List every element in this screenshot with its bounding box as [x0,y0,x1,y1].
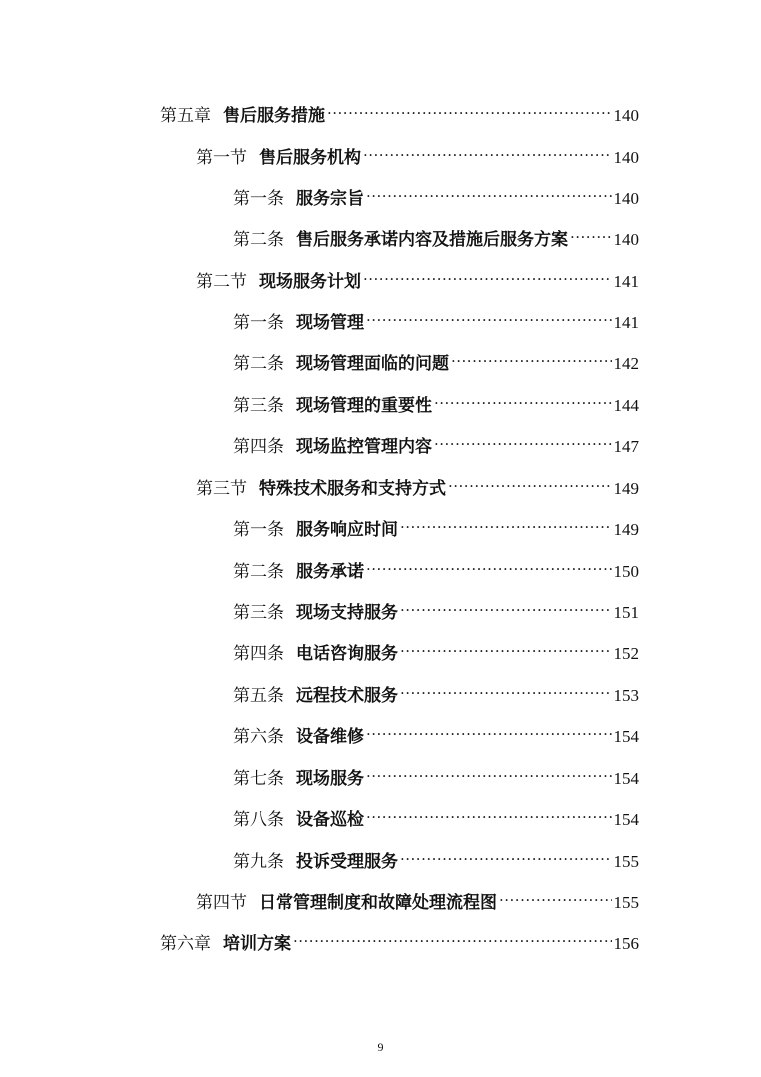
toc-entry-title: 设备维修 [296,727,364,747]
toc-entry-title: 培训方案 [223,934,291,954]
toc-entry-title: 售后服务措施 [223,106,325,126]
toc-entry-page: 153 [613,686,639,705]
toc-entry-page: 149 [613,520,639,539]
toc-entry-number: 第二条 [233,354,284,374]
toc-entry-number: 第七条 [233,769,284,789]
toc-entry-title: 现场服务计划 [259,272,361,292]
dot-leader [434,389,612,411]
toc-entry-article[interactable] [233,555,639,582]
toc-entry-page: 155 [613,852,639,871]
toc-entry-article[interactable] [233,720,639,747]
toc-entry-title: 售后服务承诺内容及措施后服务方案 [296,230,568,250]
toc-entry-number: 第三条 [233,603,284,623]
toc-entry-article[interactable] [233,223,639,250]
toc-entry-number: 第三节 [196,479,247,499]
toc-entry-page: 140 [613,106,639,125]
toc-entry-page: 154 [613,810,639,829]
toc-entry-section[interactable] [196,472,639,499]
dot-leader [366,720,612,742]
toc-entry-number: 第六章 [160,934,211,954]
dot-leader [363,141,612,163]
toc-entry-title: 售后服务机构 [259,148,361,168]
dot-leader [448,472,612,494]
dot-leader [451,347,612,369]
toc-entry-title: 现场管理面临的问题 [296,354,449,374]
toc-entry-page: 141 [613,313,639,332]
toc-entry-chapter[interactable] [160,99,639,126]
toc-entry-number: 第一节 [196,148,247,168]
toc-entry-number: 第五条 [233,686,284,706]
toc-entry-article[interactable] [233,430,639,457]
toc-entry-title: 特殊技术服务和支持方式 [259,479,446,499]
toc-entry-article[interactable] [233,389,639,416]
dot-leader [400,513,612,535]
toc-entry-page: 154 [613,727,639,746]
toc-entry-title: 服务承诺 [296,562,364,582]
dot-leader [570,223,612,245]
toc-entry-article[interactable] [233,347,639,374]
toc-entry-article[interactable] [233,596,639,623]
dot-leader [363,265,612,287]
toc-entry-article[interactable] [233,845,639,872]
toc-entry-page: 155 [613,893,639,912]
dot-leader [366,555,612,577]
toc-entry-number: 第二节 [196,272,247,292]
toc-entry-title: 远程技术服务 [296,686,398,706]
dot-leader [499,886,612,908]
toc-entry-number: 第五章 [160,106,211,126]
toc-entry-article[interactable] [233,637,639,664]
toc-entry-number: 第二条 [233,562,284,582]
toc-entry-article[interactable] [233,762,639,789]
toc-entry-section[interactable] [196,265,639,292]
toc-entry-number: 第一条 [233,520,284,540]
dot-leader [434,430,612,452]
toc-entry-page: 141 [613,272,639,291]
dot-leader [400,845,612,867]
dot-leader [400,637,612,659]
toc-entry-number: 第六条 [233,727,284,747]
toc-entry-number: 第四条 [233,644,284,664]
toc-entry-page: 154 [613,769,639,788]
toc-entry-title: 现场管理的重要性 [296,396,432,416]
dot-leader [366,182,612,204]
toc-entry-page: 152 [613,644,639,663]
toc-entry-number: 第八条 [233,810,284,830]
toc-entry-page: 140 [613,189,639,208]
toc-entry-number: 第四节 [196,893,247,913]
toc-entry-title: 电话咨询服务 [296,644,398,664]
toc-entry-page: 149 [613,479,639,498]
toc-entry-article[interactable] [233,513,639,540]
toc-entry-page: 140 [613,148,639,167]
toc-entry-page: 142 [613,354,639,373]
toc-entry-section[interactable] [196,886,639,913]
dot-leader [366,803,612,825]
toc-entry-page: 144 [613,396,639,415]
toc-entry-page: 150 [613,562,639,581]
toc-entry-title: 现场监控管理内容 [296,437,432,457]
toc-entry-page: 147 [613,437,639,456]
toc-entry-page: 156 [613,934,639,953]
toc-entry-article[interactable] [233,182,639,209]
toc-entry-page: 151 [613,603,639,622]
dot-leader [400,679,612,701]
toc-entry-page: 140 [613,230,639,249]
toc-entry-chapter[interactable] [160,927,639,954]
toc-entry-title: 服务响应时间 [296,520,398,540]
toc-entry-title: 现场服务 [296,769,364,789]
toc-entry-number: 第一条 [233,313,284,333]
dot-leader [366,762,612,784]
toc-entry-number: 第一条 [233,189,284,209]
toc-entry-title: 投诉受理服务 [296,852,398,872]
toc-entry-number: 第四条 [233,437,284,457]
toc-entry-title: 服务宗旨 [296,189,364,209]
toc-entry-article[interactable] [233,679,639,706]
dot-leader [400,596,612,618]
toc-entry-title: 设备巡检 [296,810,364,830]
toc-entry-title: 日常管理制度和故障处理流程图 [259,893,497,913]
toc-entry-article[interactable] [233,803,639,830]
toc-entry-article[interactable] [233,306,639,333]
toc-entry-number: 第二条 [233,230,284,250]
toc-entry-number: 第九条 [233,852,284,872]
toc-entry-section[interactable] [196,141,639,168]
dot-leader [293,927,612,949]
toc-entry-title: 现场管理 [296,313,364,333]
toc-entry-number: 第三条 [233,396,284,416]
dot-leader [366,306,612,328]
page-number: 9 [377,1040,384,1054]
toc-entry-title: 现场支持服务 [296,603,398,623]
dot-leader [327,99,612,121]
